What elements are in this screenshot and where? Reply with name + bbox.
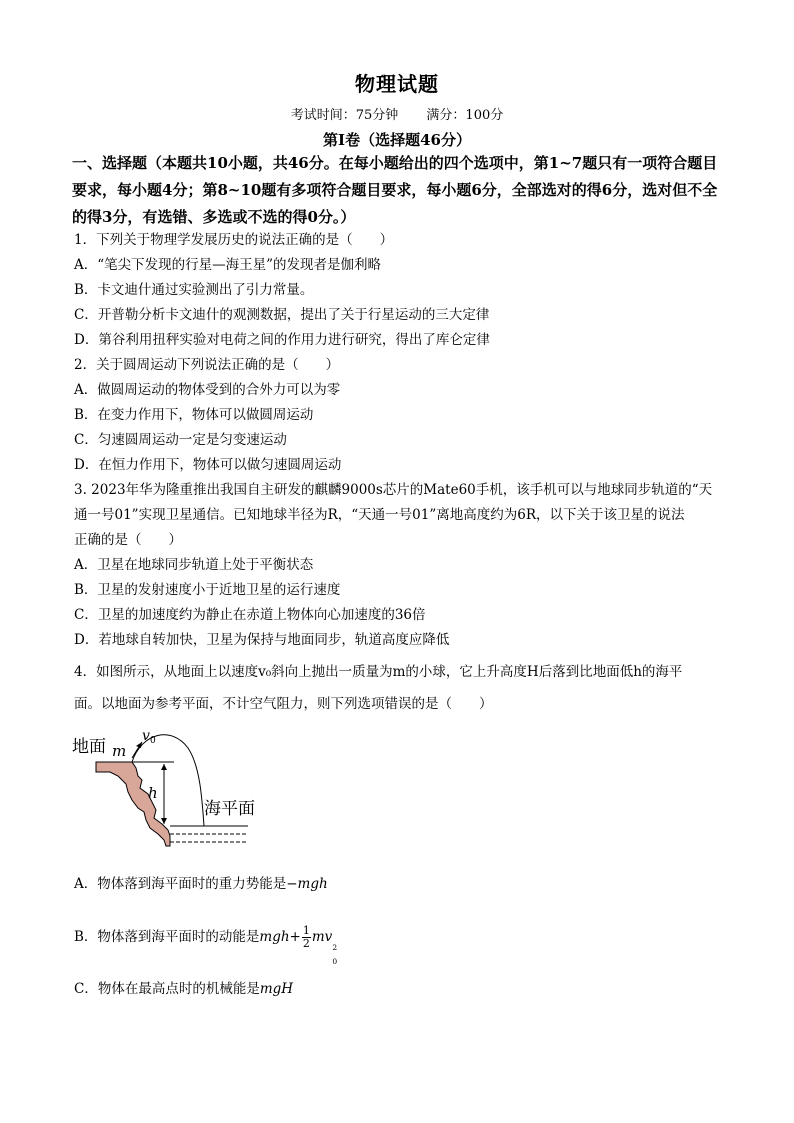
part-heading: 第Ⅰ卷（选择题46分） [323, 131, 471, 149]
question-1-option-d: D．第谷利用扭秤实验对电荷之间的作用力进行研究，得出了库仑定律 [74, 332, 490, 348]
section-instructions: 一、选择题（本题共10小题，共46分。在每小题给出的四个选项中，第1~7题只有一项符合题目要求，每小题4分；第8~10题有多项符合题目要求，每小题6分，全部选对的得6分，选对但不全的得3分，有选错、多选或不选的得0分。） [72, 154, 718, 226]
ground-label: 地面 [72, 737, 106, 757]
question-4-option-a: A．物体落到海平面时的重力势能是−mgh [74, 876, 328, 892]
option-a-expression: −mgh [286, 876, 328, 892]
question-1-option-c: C．开普勒分析卡文迪什的观测数据，提出了关于行星运动的三大定律 [74, 307, 490, 323]
question-3-stem-line-2: 通一号01”实现卫星通信。已知地球半径为R，“天通一号01”离地高度约为6R，以下关于该卫星的说法 [74, 507, 685, 523]
question-1-option-b: B．卡文迪什通过实验测出了引力常量。 [74, 282, 314, 298]
option-c-expression: mgH [259, 981, 294, 997]
question-1-stem: 1．下列关于物理学发展历史的说法正确的是（ ） [74, 232, 394, 248]
question-2-stem: 2．关于圆周运动下列说法正确的是（ ） [74, 357, 340, 373]
question-4-stem-line-1: 4．如图所示，从地面上以速度v₀斜向上抛出一质量为m的小球，它上升高度H后落到比地面低h的海平 [74, 664, 683, 680]
question-2-option-b: B．在变力作用下，物体可以做圆周运动 [74, 407, 314, 423]
exam-time: 考试时间：75分钟 [290, 108, 399, 123]
question-4-option-c: C．物体在最高点时的机械能是mgH [74, 981, 294, 997]
exam-meta [0, 104, 794, 123]
question-3-option-a: A．卫星在地球同步轨道上处于平衡状态 [74, 557, 314, 573]
one-half-fraction: $\frac{1}{2}$ [302, 924, 310, 950]
projectile-cliff-figure [70, 728, 280, 853]
question-2-option-c: C．匀速圆周运动一定是匀变速运动 [74, 432, 287, 448]
height-arrow-down-icon [161, 818, 167, 824]
cliff-shape [96, 762, 170, 846]
mass-label: m [112, 742, 127, 760]
exam-score: 满分：100分 [426, 108, 504, 123]
question-3-stem-line-1: 3. 2023年华为隆重推出我国自主研发的麒麟9000s芯片的Mate60手机，该手机可以与地球同步轨道的“天 [74, 482, 713, 498]
question-3-option-c: C．卫星的加速度约为静止在赤道上物体向心加速度的36倍 [74, 607, 426, 623]
question-2-option-a: A．做圆周运动的物体受到的合外力可以为零 [74, 382, 341, 398]
height-label: h [148, 784, 158, 802]
velocity-label: v [142, 728, 150, 744]
question-3-option-d: D．若地球自转加快，卫星为保持与地面同步，轨道高度应降低 [74, 632, 450, 648]
question-2-option-d: D．在恒力作用下，物体可以做匀速圆周运动 [74, 457, 342, 473]
trajectory-curve [132, 735, 204, 826]
question-4-stem-line-2: 面。以地面为参考平面，不计空气阻力，则下列选项错误的是（ ） [74, 696, 493, 712]
question-4-option-b: B．物体落到海平面时的动能是mgh+ $\frac{1}{2}$ mv 2 0 [74, 924, 338, 966]
question-3-stem-line-3: 正确的是（ ） [74, 532, 182, 548]
page-title: 物理试题 [355, 72, 439, 96]
question-1-option-a: A．“笔尖下发现的行星—海王星”的发现者是伽利略 [74, 257, 382, 273]
question-3-option-b: B．卫星的发射速度小于近地卫星的运行速度 [74, 582, 341, 598]
height-arrow-up-icon [161, 764, 167, 770]
sea-level-label: 海平面 [204, 799, 255, 819]
velocity-subscript: 0 [150, 736, 156, 746]
